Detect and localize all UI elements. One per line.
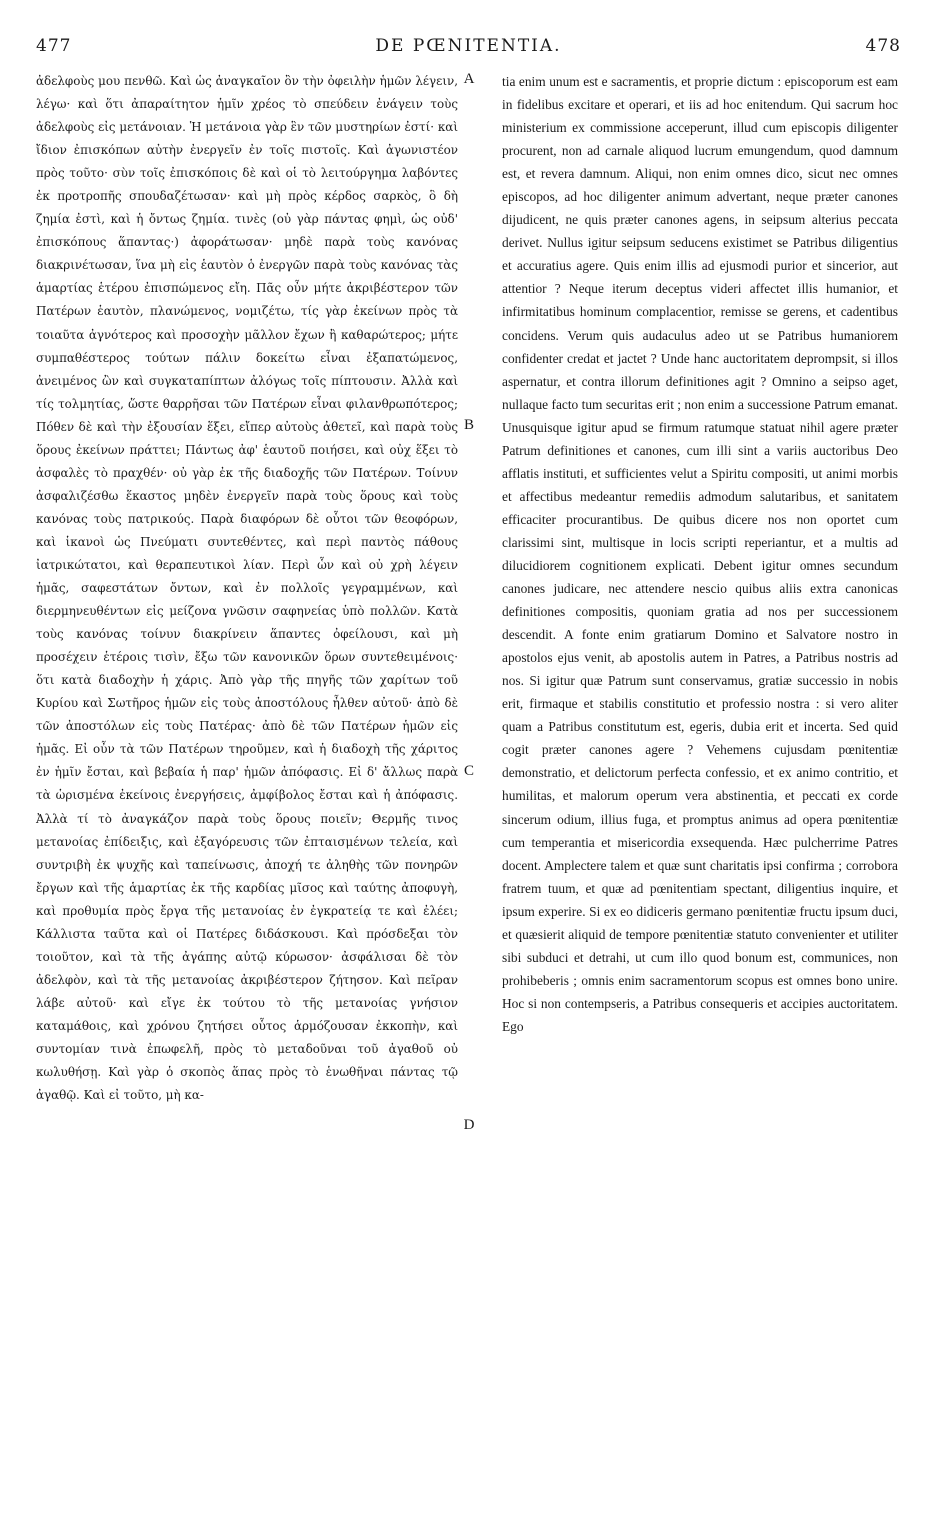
running-header [30,30,907,60]
latin-column [502,70,898,1038]
margin-letter-b: B [463,417,474,433]
margin-letter-c: C [463,763,474,779]
margin-letter-a: A [463,71,475,87]
greek-text: ἀδελφοὺς μου πενθῶ. Καὶ ὡς ἀναγκαῖον ὂν τὴν ὀφειλὴν ἡμῶν λέγειν, λέγω· καὶ ὅτι ἀπαραίτητον ἡμῖν χρέος τὸ σπεύδειν ἐνάγειν τοὺς ἀδελφοὺς εἰς μετάνοιαν. Ἡ μετάνοια γὰρ ἓν τῶν μυστηρίων ἐστί· καὶ ἴδιον ἐπισκόπων αὐτὴν ἐνεργεῖν ἐν τοῖς πιστοῖς. Καὶ ἀγωνιστέον πρὸς τοῦτο· σὺν τοῖς ἐπισκόποις δὲ καὶ οἱ τὸ λειτούργημα λαβόντες ἐκ προτροπῆς σπουδαζέτωσαν· καὶ μὴ πρὸς κέρδος σαρκὸς, ὃ δὴ ζημία ἐστὶ, καὶ ἡ ὄντως ζημία. τινὲς (οὐ γὰρ πάντας φημὶ, ὡς οὐδ' ἐπισκόπους ἅπαντας·) ἀφοράτωσαν· μηδὲ παρὰ τοὺς κανόνας διακρινέτωσαν, ἵνα μὴ εἰς ἑαυτὸν ὁ ἐνεργῶν παρὰ τοὺς κανόνας τὰς ἁμαρτίας ἑτέρου ἐπισπώμενος εἴη. Πᾶς οὖν μήτε ἀκριβέστερον τῶν Πατέρων ἑαυτὸν, πλανώμενος, νομιζέτω, τίς γὰρ ἐκείνων πρὸς τὰ τοιαῦτα ἀγνότερος καὶ προσοχὴν μᾶλλον ἔχων ἢ καθαρώτερος; μήτε συμπαθέστερος τούτων πάλιν δοκείτω εἶναι ἐξαπατώμενος, ἀνειμένος ὢν καὶ συγκαταπίπτων ἀλόγως τοῖς πίπτουσιν. Ἀλλὰ καὶ τίς τολμητίας, ὥστε θαρρῆσαι τῶν Πατέρων εἶναι φιλανθρωπότερος; Πόθεν δὲ καὶ τὴν ἐξουσίαν ἕξει, εἴπερ αὐτοὺς ἀθετεῖ, καὶ παρὰ τοὺς ὅρους ἐκείνων πράττει; Πάντως ἀφ' ἑαυτοῦ ποιήσει, καὶ οὐχ ἕξει τὸ ἀσφαλὲς τὸ πραχθέν· οὐ γὰρ ἐκ τῆς διαδοχῆς τῶν Πατέρων. Τοίνυν ἀσφαλιζέσθω ἕκαστος μηδὲν ἐνεργεῖν παρὰ τοὺς ὅρους καὶ τοὺς κανόνας τοὺς πατρικούς. Παρὰ διαφόρων δὲ οὗτοι τῶν θεοφόρων, καὶ ἱκανοὶ ὡς Πνεύματι συντεθέντες, καὶ περὶ παντὸς πάθους ἰατρικώτατοι, καὶ θεραπευτικοὶ λίαν. Περὶ ὧν καὶ οὐ χρὴ λέγειν ἡμᾶς, σαφεστάτων ὄντων, καὶ ἐν πολλοῖς γεγραμμένων, καὶ διερμηνευθέντων εἰς μείζονα γνῶσιν σαφηνείας ὑπὸ πολλῶν. Κατὰ τοὺς κανόνας τοίνυν διακρίνειν ἅπαντες ὀφείλουσι, καὶ μὴ προσέχειν ἑτέροις τισὶν, ἔξω τῶν κανονικῶν ὅρων συντεθειμένοις· ὅτι κατὰ διαδοχὴν ἡ χάρις. Ἀπὸ γὰρ τῆς πηγῆς τῶν χαρίτων τοῦ Κυρίου καὶ Σωτῆρος ἡμῶν εἰς τοὺς ἀποστόλους ἦλθεν αὐτοῦ· ἀπὸ δὲ τῶν ἀποστόλων εἰς τοὺς Πατέρας· ἀπὸ δὲ τῶν Πατέρων ἡμῶν εἰς ἡμᾶς. Εἰ οὖν τὰ τῶν Πατέρων τηροῦμεν, καὶ ἡ διαδοχὴ τῆς χάριτος ἐν ἡμῖν ἔσται, καὶ βεβαία ἡ παρ' ἡμῶν ἀπόφασις. Εἰ δ' ἄλλως παρὰ τὰ ὡρισμένα ἐκείνοις ἐνεργήσεις, ἀμφίβολος ἔσται καὶ ἡ ἀπόφασις. Ἀλλὰ τί τὸ ἀναγκάζον παρὰ τοὺς ὅρους ποιεῖν; Θερμῆς τινος μετανοίας ἐπίδειξις, καὶ ἐξαγόρευσις τῶν ἐπταισμένων τελεία, καὶ συντριβὴ ἐκ ψυχῆς καὶ ταπείνωσις, ἀποχή τε ἀληθὴς τῶν πονηρῶν ἔργων καὶ τῆς ἁμαρτίας ἐκ τῆς καρδίας μῖσος καὶ ταύτης ἀποφυγὴ, καὶ προθυμία πρὸς ἔργα τῆς μετανοίας ἐν ἐγκρατείᾳ τε καὶ ἐλέει; Κάλλιστα ταῦτα καὶ οἱ Πατέρες διδάσκουσι. Καὶ πρόσδεξαι τὸν τοιοῦτον, καὶ τὰ τῆς ἀγάπης αὐτῷ κύρωσον· ἀσφάλισαι δὲ τὸν ἀδελφὸν, καὶ τὰ τῆς μετανοίας ἀκριβέστερον ζήτησον. Καὶ πεῖραν λάβε αὐτοῦ· καὶ εἴγε ἐκ τούτου τὸ τῆς μετανοίας γνήσιον καταμάθοις, καὶ χρόνου ζητήσει οὗτος ἁρμόζουσαν ἐκκοπὴν, καὶ συντομίαν τινὰ ἐπωφελῆ, πρὸς τὸ μεταδοῦναι τοῦ ἀγαθοῦ οὐ κωλυθήσῃ. Καὶ γὰρ ὁ σκοπὸς ἅπας πρὸς τὸ ἑνωθῆναι πάντας τῷ ἀγαθῷ. Καὶ εἰ τοῦτο, μὴ κα- [36,74,458,1103]
latin-text: tia enim unum est e sacramentis, et proprie dictum : episcoporum est eam in fidelibus excitare et operari, et iis ad hoc enitendum. Qui sacrum hoc ministerium ex commissione acceperunt, illud cum episcopis diligenter procurent, non ad carnale aliquod lucrum emungendum, quod damnum est, et revera damnum. Aliqui, non enim omnes dico, sicut nec omnes episcopos, ad hoc diligenter animum advertant, neque præter canones dijudicent, ne quis præter canones agens, in seipsum alterius peccata derivet. Nullus igitur seipsum seducens existimet se Patribus diligentius et accuratius agere. Quis enim illis ad ejusmodi purior et sincerior, aut attentior ? Neque iterum deceptus videri affectet illis humanior, et infirmitatibus hominum complacentior, remisse se gerens, et cadentibus concidens. Verum quis audaculus adeo ut se Patribus humaniorem confidenter credat et jactet ? Unde hanc auctoritatem deprompsit, si illos aspernatur, et contra illorum definitiones agit ? Omnino a seipso aget, nullaque facto tum securitas erit ; non enim a successione Patrum emanat. Unusquisque igitur apud se firmum ratumque statuat nihil agere præter Patrum definitiones et canones, cum illi sint a variis auctoribus Deo afflatis instituti, et sufficientes velut a Spiritu compositi, ut animi morbis et affectibus medeantur remediis admodum salutaribus, et sanitatem efficaciter procurantibus. De quibus dicere nos non oportet cum clarissimi sint, multisque in locis scripti reperiantur, et a multis ad dilucidiorem cognitionem explicati. Debent igitur omnes secundum canones judicare, nec attendere nescio quibus aliis extra canonicas definitiones compositis, quoniam gratia ad nos per successionem descendit. A fonte enim gratiarum Domino et Salvatore nostro in apostolos ejus venit, ab apostolis autem in Patres, a Patribus nostris ad nos. Si igitur quæ Patrum sunt conservamus, gratiæ successio in nobis erit, firmaque et stabilis constitutio et professio nostra : si vero aliter quam a Patribus constitutum est, egeris, dubia erit et incerta. Sed quid cogit præter canones agere ? Vehemens cujusdam pœnitentiæ demonstratio, et delictorum perfecta confessio, et ex animo contritio, et humilitas, et malorum operum vera abstinentia, et peccati ex corde sincerum odium, illius fuga, et promptus animus ad opera pœnitentiæ cum temperantia et misericordia exsequenda. Hæc pulcherrime Patres docent. Amplectere talem et quæ sunt charitatis ipsi confirma ; corrobora fratrem tuum, et quæ ad pœnitentiam spectant, diligentius inquire, et ipsum experire. Si ex eo didiceris germano pœnitentiæ fructu ipsum duci, et quæsierit aliquid de tempore pœnitentiæ statuto convenienter et utiliter sibi subduci et detrahi, ut cum illo quod bonum est, communices, non prohibeberis ; omnis enim sacramentorum scopus est omnes bono unire. Hoc si non contempseris, a Patribus consequeris et accipies auctoritatem. Ego [502,74,898,1034]
margin-letter-d: D [463,1117,475,1133]
running-title: DE PŒNITENTIA. [375,36,562,56]
page-number-left: 477 [36,36,72,56]
greek-column [36,70,458,1107]
page-number-right: 478 [865,36,901,56]
